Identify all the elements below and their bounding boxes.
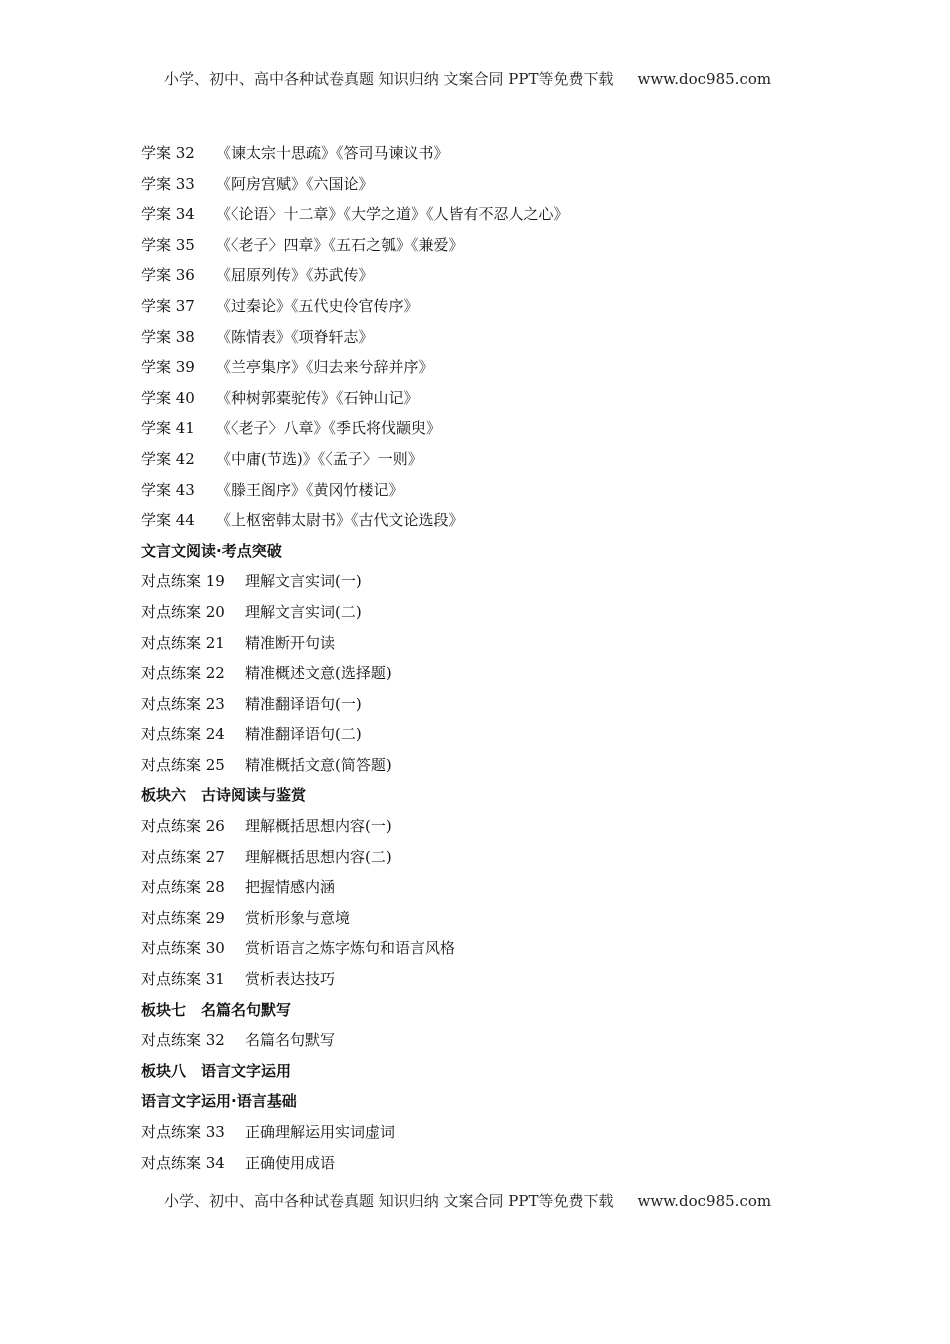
- toc-entry-label: 学案 32: [141, 144, 195, 162]
- toc-entry: [141, 417, 841, 448]
- header-url: www.doc985.com: [637, 70, 772, 88]
- toc-entry-title: 理解概括思想内容(一): [245, 817, 392, 836]
- toc-entry: [141, 754, 841, 785]
- toc-entry: [141, 601, 841, 632]
- section-heading: 文言文阅读·考点突破: [141, 541, 282, 560]
- toc-entry-title: 《陈情表》《项脊轩志》: [216, 327, 374, 346]
- toc-entry-label: 对点练案 27: [141, 847, 225, 866]
- toc-entry: [141, 387, 841, 418]
- toc-entry-title: 把握情感内涵: [245, 878, 336, 897]
- toc-entry-label: 对点练案 30: [141, 939, 225, 958]
- toc-entry-title: 《兰亭集序》《归去来兮辞并序》: [216, 358, 434, 377]
- toc-entry-label: 学案 36: [141, 266, 195, 285]
- toc-entry: [141, 295, 841, 326]
- toc-entry-label: 对点练案 31: [141, 970, 225, 989]
- toc-entry: [141, 234, 841, 265]
- toc-entry-label: 对点练案 23: [141, 694, 225, 713]
- toc-entry: [141, 1029, 841, 1060]
- toc-entry-title: 精准断开句读: [245, 633, 336, 652]
- toc-entry-label: 学案 41: [141, 419, 195, 438]
- toc-entry-title: 精准概括文意(简答题): [245, 755, 392, 774]
- section-heading: 板块八 语言文字运用: [141, 1061, 292, 1080]
- toc-entry-title: 《过秦论》《五代史伶官传序》: [216, 296, 419, 315]
- toc-entry-label: 对点练案 24: [141, 725, 225, 744]
- toc-entry: [141, 509, 841, 540]
- toc-entry-title: 正确使用成语: [245, 1153, 336, 1172]
- toc-entry-label: 对点练案 20: [141, 602, 225, 621]
- toc-entry-title: 《上枢密韩太尉书》《古代文论选段》: [216, 511, 464, 530]
- toc-entry: [141, 203, 841, 234]
- footer-text: 小学、初中、高中各种试卷真题 知识归纳 文案合同 PPT等免费下载: [164, 1192, 614, 1210]
- toc-entry-label: 对点练案 25: [141, 755, 225, 774]
- toc-entry-label: 学案 33: [141, 174, 195, 193]
- toc-entry: [141, 876, 841, 907]
- toc-entry-label: 对点练案 22: [141, 664, 225, 683]
- toc-entry: [141, 173, 841, 204]
- toc-entry-label: 学案 44: [141, 511, 195, 530]
- toc-entry: [141, 1121, 841, 1152]
- toc-entry-label: 学案 39: [141, 358, 195, 377]
- toc-entry: [141, 264, 841, 295]
- toc-entry: [141, 479, 841, 510]
- toc-entry: [141, 968, 841, 999]
- toc-entry: [141, 448, 841, 479]
- toc-entry: [141, 723, 841, 754]
- toc-entry-label: 学案 42: [141, 449, 195, 468]
- toc-entry: [141, 632, 841, 663]
- toc-entry-label: 对点练案 21: [141, 633, 225, 652]
- toc-entry: [141, 907, 841, 938]
- toc-entry-label: 对点练案 33: [141, 1123, 225, 1141]
- page-header: [164, 69, 804, 89]
- toc-entry-label: 对点练案 28: [141, 878, 225, 897]
- toc-entry-label: 学案 37: [141, 296, 195, 315]
- table-of-contents: [141, 142, 841, 1182]
- toc-entry-title: 精准概述文意(选择题): [245, 664, 392, 683]
- toc-entry-title: 《阿房宫赋》《六国论》: [216, 174, 374, 193]
- toc-entry-title: 理解概括思想内容(二): [245, 847, 392, 866]
- toc-entry-title: 《〈论语〉十二章》《大学之道》《人皆有不忍人之心》: [216, 205, 569, 224]
- toc-entry-label: 学案 40: [141, 388, 195, 407]
- toc-entry: [141, 937, 841, 968]
- toc-entry-title: 精准翻译语句(一): [245, 694, 362, 713]
- toc-entry-label: 学案 35: [141, 235, 195, 254]
- toc-entry-title: 《屈原列传》《苏武传》: [216, 266, 374, 285]
- toc-entry-title: 名篇名句默写: [245, 1031, 336, 1050]
- toc-entry-title: 《〈老子〉八章》《季氏将伐颛臾》: [216, 419, 442, 438]
- toc-entry-label: 学案 34: [141, 205, 195, 224]
- toc-entry-label: 对点练案 26: [141, 817, 225, 836]
- toc-entry: [141, 815, 841, 846]
- toc-entry: [141, 662, 841, 693]
- toc-entry-title: 精准翻译语句(二): [245, 725, 362, 744]
- section-heading: 板块六 古诗阅读与鉴赏: [141, 786, 307, 805]
- toc-entry-title: 赏析形象与意境: [245, 908, 351, 927]
- toc-entry: [141, 693, 841, 724]
- toc-entry-label: 对点练案 29: [141, 908, 225, 927]
- toc-entry-title: 《中庸(节选)》《〈孟子〉一则》: [216, 449, 423, 468]
- toc-entry: [141, 142, 841, 173]
- toc-entry-title: 《滕王阁序》《黄冈竹楼记》: [216, 480, 404, 499]
- toc-entry-title: 理解文言实词(二): [245, 602, 362, 621]
- toc-entry-title: 理解文言实词(一): [245, 572, 362, 591]
- toc-entry: [141, 326, 841, 357]
- toc-entry: [141, 846, 841, 877]
- toc-entry: [141, 356, 841, 387]
- toc-entry-label: 对点练案 32: [141, 1031, 225, 1050]
- toc-entry-label: 学案 38: [141, 327, 195, 346]
- toc-entry-title: 赏析表达技巧: [245, 970, 336, 989]
- header-text: 小学、初中、高中各种试卷真题 知识归纳 文案合同 PPT等免费下载: [164, 70, 614, 88]
- toc-entry-title: 赏析语言之炼字炼句和语言风格: [245, 939, 456, 958]
- toc-entry-title: 正确理解运用实词虚词: [245, 1123, 396, 1141]
- toc-entry-title: 《种树郭橐驼传》《石钟山记》: [216, 388, 419, 407]
- section-heading: 语言文字运用·语言基础: [141, 1092, 297, 1111]
- toc-entry-label: 对点练案 19: [141, 572, 225, 591]
- section-heading: 板块七 名篇名句默写: [141, 1000, 292, 1019]
- footer-url: www.doc985.com: [637, 1192, 772, 1210]
- toc-entry-title: 《〈老子〉四章》《五石之瓠》《兼爱》: [216, 235, 464, 254]
- page-footer: [164, 1191, 804, 1211]
- toc-entry-title: 《谏太宗十思疏》《答司马谏议书》: [216, 144, 449, 162]
- toc-entry-label: 学案 43: [141, 480, 195, 499]
- toc-entry: [141, 570, 841, 601]
- toc-entry-label: 对点练案 34: [141, 1153, 225, 1172]
- toc-entry: [141, 1152, 841, 1183]
